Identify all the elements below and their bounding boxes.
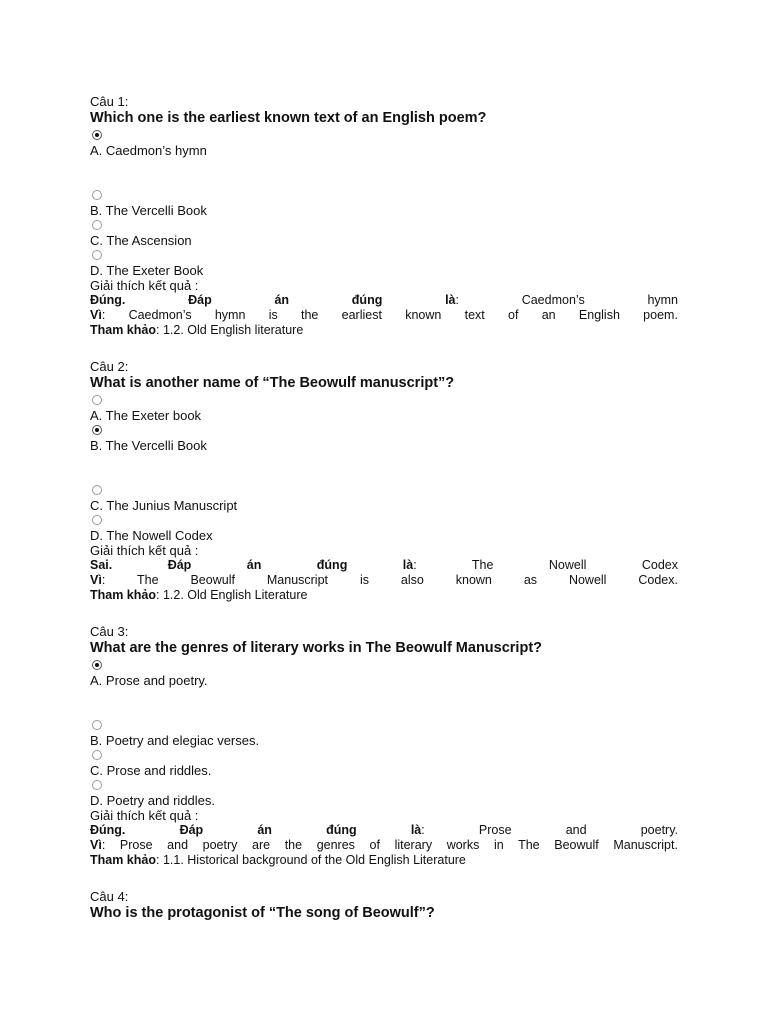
explanation-label: Giải thích kết quả : (90, 543, 199, 558)
result-word: Sai. (90, 558, 113, 572)
reference-line: Tham khảo: 1.2. Old English Literature (90, 588, 308, 602)
option-b: B. The Vercelli Book (90, 438, 207, 453)
radio-option-b[interactable] (92, 425, 102, 435)
radio-option-a[interactable] (92, 660, 102, 670)
radio-option-b[interactable] (92, 190, 102, 200)
reason-line: Vì: Prose and poetry are the genres of literary works in The Beowulf Manuscript. (90, 838, 678, 852)
question-label: Câu 4: (90, 889, 129, 904)
reason-line: Vì: Caedmon’s hymn is the earliest known text of an English poem. (90, 308, 678, 322)
option-c: C. Prose and riddles. (90, 763, 212, 778)
answer-line: Đúng. Đáp án đúng là: Caedmon’s hymn (90, 293, 679, 307)
explanation-label: Giải thích kết quả : (90, 808, 199, 823)
option-b: B. The Vercelli Book (90, 203, 207, 218)
option-b: B. Poetry and elegiac verses. (90, 733, 260, 748)
question-label: Câu 3: (90, 624, 129, 639)
option-a: A. Caedmon’s hymn (90, 143, 207, 158)
question-2 (90, 359, 678, 603)
reference-line: Tham khảo: 1.2. Old English literature (90, 323, 304, 337)
radio-option-c[interactable] (92, 485, 102, 495)
option-d: D. Poetry and riddles. (90, 793, 216, 808)
question-4 (90, 889, 678, 923)
answer-line: Sai. Đáp án đúng là: The Nowell Codex (90, 558, 678, 572)
answer-line: Đúng. Đáp án đúng là: Prose and poetry. (90, 823, 679, 837)
radio-option-a[interactable] (92, 395, 102, 405)
result-word: Đúng. (90, 823, 126, 837)
option-a: A. The Exeter book (90, 408, 202, 423)
question-text: Who is the protagonist of “The song of Beowulf”? (90, 905, 435, 921)
question-3 (90, 624, 678, 868)
radio-option-d[interactable] (92, 780, 102, 790)
option-d: D. The Exeter Book (90, 263, 204, 278)
reference-line: Tham khảo: 1.1. Historical background of the Old English Literature (90, 853, 466, 867)
radio-option-a[interactable] (92, 130, 102, 140)
option-d: D. The Nowell Codex (90, 528, 213, 543)
option-a: A. Prose and poetry. (90, 673, 208, 688)
result-word: Đúng. (90, 293, 126, 307)
option-c: C. The Junius Manuscript (90, 498, 238, 513)
radio-option-d[interactable] (92, 250, 102, 260)
question-text: Which one is the earliest known text of an English poem? (90, 110, 487, 126)
question-1 (90, 94, 678, 338)
explanation-label: Giải thích kết quả : (90, 278, 199, 293)
radio-option-c[interactable] (92, 750, 102, 760)
radio-option-d[interactable] (92, 515, 102, 525)
radio-option-b[interactable] (92, 720, 102, 730)
question-text: What is another name of “The Beowulf manuscript”? (90, 375, 455, 391)
question-text: What are the genres of literary works in The Beowulf Manuscript? (90, 640, 542, 656)
question-label: Câu 2: (90, 359, 129, 374)
reason-line: Vì: The Beowulf Manuscript is also known as Nowell Codex. (90, 573, 678, 587)
radio-option-c[interactable] (92, 220, 102, 230)
question-label: Câu 1: (90, 94, 129, 109)
option-c: C. The Ascension (90, 233, 192, 248)
